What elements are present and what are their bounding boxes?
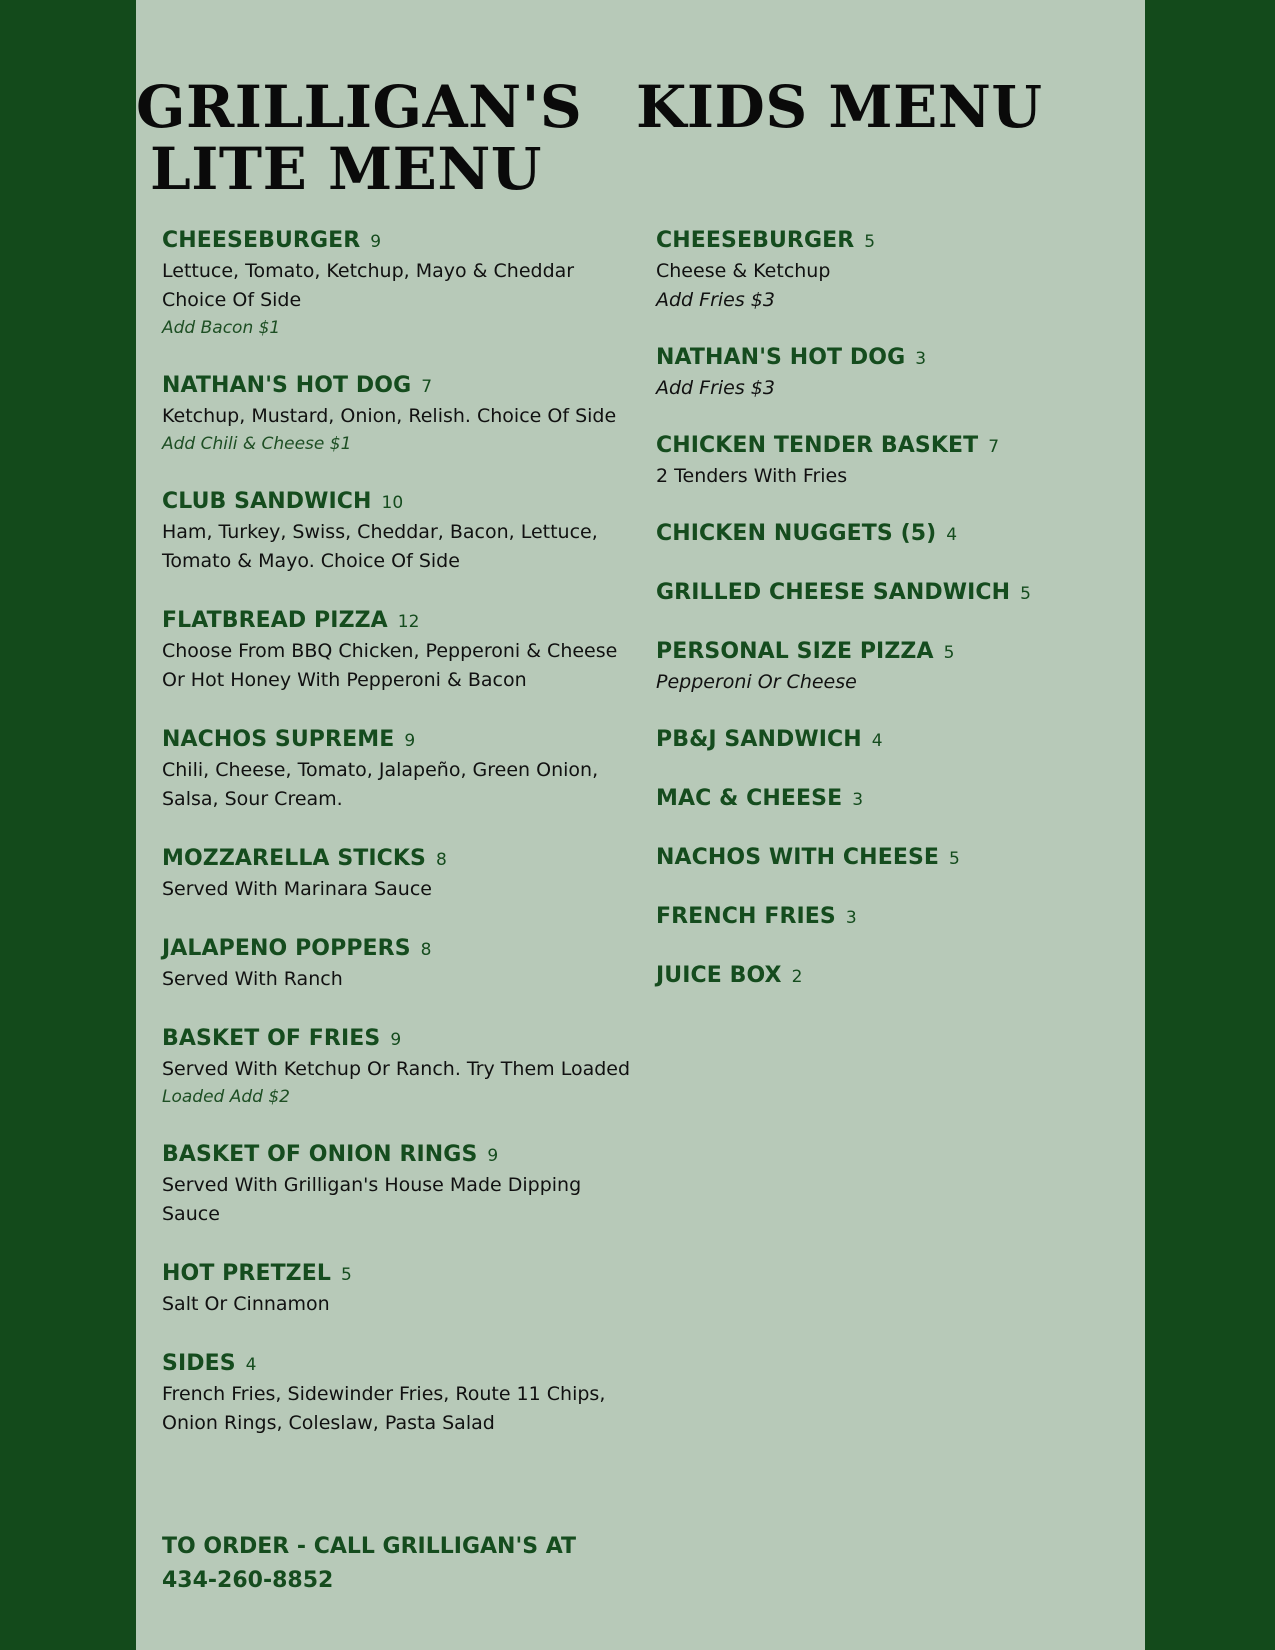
menu-item-name: CHICKEN TENDER BASKET: [656, 433, 979, 458]
menu-item-header: [162, 487, 632, 518]
menu-item-description: Choice Of Side: [162, 289, 302, 311]
menu-item-name: PB&J SANDWICH: [656, 727, 862, 752]
menu-item-name: SIDES: [162, 1351, 236, 1376]
menu-item-header: [656, 902, 1126, 933]
menu-item-price: 4: [946, 525, 958, 545]
menu-item-description: Ketchup, Mustard, Onion, Relish. Choice Of Side: [162, 405, 617, 427]
menu-item-description: Tomato & Mayo. Choice Of Side: [162, 550, 460, 572]
menu-item-note: Loaded Add $2: [162, 1087, 290, 1107]
menu-item: [162, 1259, 632, 1319]
lite-menu-list: [162, 226, 632, 1468]
menu-item-price: 5: [340, 1265, 352, 1285]
menu-item-header: [162, 606, 632, 637]
menu-item-description: Salsa, Sour Cream.: [162, 788, 343, 810]
menu-item-description: Choose From BBQ Chicken, Pepperoni & Cheese: [162, 640, 618, 662]
menu-item: [162, 1140, 632, 1229]
menu-item-name: FRENCH FRIES: [656, 904, 836, 929]
menu-item-note: Add Fries $3: [656, 377, 775, 399]
menu-item-description: Served With Ketchup Or Ranch. Try Them Loaded: [162, 1058, 631, 1080]
menu-item-name: BASKET OF ONION RINGS: [162, 1142, 478, 1167]
menu-item-header: [656, 343, 1126, 374]
menu-item-price: 10: [381, 493, 404, 513]
menu-item-name: CHEESEBURGER: [162, 228, 361, 253]
menu-item-note: Add Fries $3: [656, 289, 775, 311]
order-info: [162, 1530, 632, 1598]
menu-item-header: [162, 1024, 632, 1055]
menu-item-name: PERSONAL SIZE PIZZA: [656, 639, 934, 664]
menu-item-price: 9: [390, 1030, 402, 1050]
menu-item-description: Served With Ranch: [162, 968, 343, 990]
menu-item-note: Add Chili & Cheese $1: [162, 434, 352, 454]
menu-item-price: 5: [864, 232, 876, 252]
menu-panel: [136, 0, 1145, 1650]
menu-item-description: Ham, Turkey, Swiss, Cheddar, Bacon, Lettuce,: [162, 521, 598, 543]
menu-item-header: [656, 843, 1126, 874]
menu-item-name: GRILLED CHEESE SANDWICH: [656, 580, 1011, 605]
menu-item: [656, 519, 1126, 550]
menu-item-note: Pepperoni Or Cheese: [656, 671, 857, 693]
menu-item-header: [162, 1140, 632, 1171]
menu-item-price: 3: [845, 908, 857, 928]
menu-item: [656, 637, 1126, 697]
menu-item-name: JALAPENO POPPERS: [162, 936, 411, 961]
menu-item-description: Onion Rings, Coleslaw, Pasta Salad: [162, 1412, 495, 1434]
menu-item-price: 8: [420, 940, 432, 960]
menu-item-header: [162, 725, 632, 756]
menu-item-price: 5: [949, 849, 960, 869]
menu-item-header: [656, 784, 1126, 815]
menu-item-description: French Fries, Sidewinder Fries, Route 11 Chips,: [162, 1383, 606, 1405]
menu-item: [656, 725, 1126, 756]
menu-item-header: [162, 1349, 632, 1380]
menu-item-description: Cheese & Ketchup: [656, 260, 831, 282]
kids-menu-list: [656, 226, 1126, 1020]
menu-item-header: [656, 637, 1126, 668]
menu-item: [162, 934, 632, 994]
kids-menu-title: KIDS MENU: [636, 73, 1043, 141]
menu-item-header: [656, 431, 1126, 462]
menu-item-price: 4: [871, 731, 883, 751]
menu-item-name: NACHOS SUPREME: [162, 727, 395, 752]
menu-item-header: [656, 725, 1126, 756]
menu-item-price: 7: [988, 437, 1000, 457]
menu-item-header: [162, 371, 632, 402]
menu-item: [162, 487, 632, 576]
menu-item-price: 8: [436, 850, 447, 870]
menu-item-description: Or Hot Honey With Pepperoni & Bacon: [162, 669, 527, 691]
menu-item: [656, 961, 1126, 992]
menu-item: [656, 431, 1126, 491]
menu-item-description: Chili, Cheese, Tomato, Jalapeño, Green Onion,: [162, 759, 599, 781]
menu-item-header: [656, 226, 1126, 257]
menu-item-price: 4: [245, 1355, 257, 1375]
menu-item-price: 9: [370, 232, 382, 252]
menu-item-name: MOZZARELLA STICKS: [162, 846, 426, 871]
menu-item: [162, 1349, 632, 1438]
menu-item-price: 9: [404, 731, 416, 751]
menu-item: [162, 606, 632, 695]
menu-item-header: [656, 519, 1126, 550]
menu-item-name: BASKET OF FRIES: [162, 1026, 381, 1051]
menu-item-name: CHICKEN NUGGETS (5): [656, 521, 937, 546]
menu-item-name: NACHOS WITH CHEESE: [656, 845, 940, 870]
lite-menu-title-line1: GRILLIGAN'S: [136, 73, 583, 141]
menu-item-description: Served With Marinara Sauce: [162, 878, 432, 900]
menu-item-price: 3: [915, 349, 927, 369]
menu-item-name: FLATBREAD PIZZA: [162, 608, 388, 633]
lite-menu-title-line2: LITE MENU: [150, 135, 542, 203]
menu-item-name: CHEESEBURGER: [656, 228, 855, 253]
menu-item: [656, 578, 1126, 609]
menu-item-header: [656, 578, 1126, 609]
menu-item-price: 2: [791, 967, 803, 987]
menu-item-price: 5: [1020, 584, 1031, 604]
menu-item-description: Sauce: [162, 1203, 220, 1225]
menu-item: [656, 226, 1126, 315]
menu-item-price: 9: [487, 1146, 499, 1166]
menu-item: [162, 371, 632, 457]
menu-item: [162, 725, 632, 814]
menu-item-description: Served With Grilligan's House Made Dipping: [162, 1174, 582, 1196]
menu-item-name: JUICE BOX: [656, 963, 782, 988]
menu-item: [162, 1024, 632, 1110]
menu-item-price: 5: [943, 643, 955, 663]
menu-item-name: HOT PRETZEL: [162, 1261, 331, 1286]
menu-item-name: NATHAN'S HOT DOG: [162, 373, 412, 398]
menu-item-price: 12: [397, 612, 420, 632]
menu-item-name: MAC & CHEESE: [656, 786, 843, 811]
menu-item-name: NATHAN'S HOT DOG: [656, 345, 906, 370]
menu-item: [656, 843, 1126, 874]
order-phone: 434-260-8852: [162, 1568, 334, 1593]
menu-item-header: [162, 226, 632, 257]
menu-item-header: [162, 1259, 632, 1290]
menu-item: [162, 844, 632, 904]
menu-item-description: Salt Or Cinnamon: [162, 1293, 330, 1315]
menu-item-price: 7: [421, 377, 433, 397]
menu-item-price: 3: [852, 790, 864, 810]
order-info-line1: TO ORDER - CALL GRILLIGAN'S AT: [162, 1534, 577, 1559]
menu-item-header: [162, 844, 632, 875]
menu-item: [162, 226, 632, 341]
menu-item-name: CLUB SANDWICH: [162, 489, 372, 514]
menu-item: [656, 343, 1126, 403]
menu-item-description: Lettuce, Tomato, Ketchup, Mayo & Cheddar: [162, 260, 575, 282]
menu-item-header: [656, 961, 1126, 992]
menu-item-note: Add Bacon $1: [162, 318, 281, 338]
lite-menu-title: [136, 73, 583, 203]
menu-item-description: 2 Tenders With Fries: [656, 465, 848, 487]
menu-item-header: [162, 934, 632, 965]
menu-item: [656, 784, 1126, 815]
menu-item: [656, 902, 1126, 933]
